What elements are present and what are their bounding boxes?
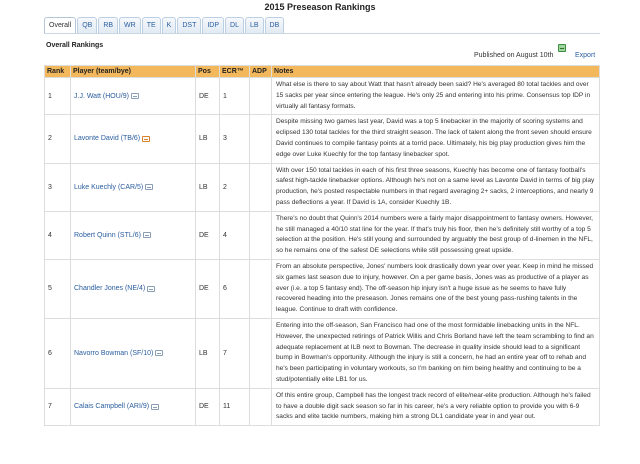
ecr-cell: 3 [220, 115, 250, 163]
adp-cell [250, 211, 272, 259]
rank-cell: 7 [45, 388, 71, 425]
table-row [45, 163, 600, 211]
tab-lb[interactable]: LB [245, 17, 264, 33]
position-tabs [44, 17, 284, 33]
notes-cell: With over 150 total tackles in each of his first three seasons, Kuechly has become one of fantasy football's safest high-tackle linebacker options. Although he's not on a same level as Lavonte David in terms of big play production, he's posted respectable numbers in that regard averaging 2+ sacks, 2 interceptions, and nearly 9 pass deflections a year. If David is 1A, consider Kuechly 1B. [272, 163, 600, 211]
header-adp[interactable]: ADP [250, 66, 272, 78]
rank-cell: 6 [45, 318, 71, 388]
tab-idp[interactable]: IDP [202, 17, 224, 33]
ecr-cell: 7 [220, 318, 250, 388]
rank-cell: 3 [45, 163, 71, 211]
player-cell [71, 163, 196, 211]
ecr-cell: 11 [220, 388, 250, 425]
player-cell [71, 115, 196, 163]
table-row [45, 211, 600, 259]
pos-cell: DE [196, 78, 220, 115]
tab-overall[interactable]: Overall [44, 17, 76, 33]
adp-cell [250, 388, 272, 425]
notes-cell: Despite missing two games last year, David was a top 5 linebacker in the majority of scoring systems and eclipsed 130 total tackles for the third straight season. The lack of talent along the front seven should ensure David continues to compile fantasy points at a torrid pace. Ultimately, his big play production gives him the edge over Luke Kuechly for the top fantasy linebacker spot. [272, 115, 600, 163]
table-row [45, 259, 600, 318]
player-cell [71, 388, 196, 425]
note-icon[interactable] [151, 404, 159, 410]
tab-qb[interactable]: QB [77, 17, 97, 33]
header-notes: Notes [272, 66, 600, 78]
header-ecr[interactable]: ECR™ [220, 66, 250, 78]
tab-wr[interactable]: WR [119, 17, 141, 33]
ecr-cell: 4 [220, 211, 250, 259]
adp-cell [250, 78, 272, 115]
spreadsheet-icon[interactable] [558, 44, 566, 52]
note-icon[interactable] [155, 350, 163, 356]
note-icon[interactable] [143, 232, 151, 238]
tabs-divider [44, 33, 600, 34]
pos-cell: LB [196, 318, 220, 388]
table-row [45, 78, 600, 115]
notes-cell: There's no doubt that Quinn's 2014 numbers were a fairly major disappointment to fantasy owners. However, he still managed a 40/10 stat line for the year. If that's truly his floor, then he's definitely still worthy of a top 5 selection at the position. He's still young and surrounded by arguably the best group of d-linemen in the NFL, so he remains one of the safest DE selections while still possessing great upside. [272, 211, 600, 259]
table-row [45, 115, 600, 163]
player-link[interactable]: Robert Quinn (STL/6) [74, 231, 141, 239]
rank-cell: 5 [45, 259, 71, 318]
pos-cell: DE [196, 388, 220, 425]
table-row [45, 388, 600, 425]
tab-dst[interactable]: DST [177, 17, 201, 33]
rank-cell: 1 [45, 78, 71, 115]
adp-cell [250, 163, 272, 211]
header-player[interactable]: Player (team/bye) [71, 66, 196, 78]
player-link[interactable]: J.J. Watt (HOU/9) [74, 92, 129, 100]
pos-cell: DE [196, 211, 220, 259]
notes-cell: What else is there to say about Watt that hasn't already been said? He's averaged 80 total tackles and over 15 sacks per year since entering the league. He's only 25 and entering into his prime. Consensus top IDP in virtually all fantasy formats. [272, 78, 600, 115]
ecr-cell: 6 [220, 259, 250, 318]
player-cell [71, 211, 196, 259]
note-icon[interactable] [131, 93, 139, 99]
page-title: 2015 Preseason Rankings [264, 2, 376, 12]
notes-cell: Entering into the off-season, San Francisco had one of the most formidable linebacking units in the NFL. However, the unexpected retirings of Patrick Willis and Chris Borland have left the team scrambling to find an adequate replacement at ILB next to Bowman. The decrease in quality inside should lead to a significant bump in Bowman's opportunity. Although the injury is still a concern, he had an entire year off to rehab and he's been participating in voluntary workouts, so I'm banking on him being healthy and continuing to be a stud/potentially elite LB1 for us. [272, 318, 600, 388]
player-link[interactable]: Navorro Bowman (SF/10) [74, 349, 154, 357]
ecr-cell: 1 [220, 78, 250, 115]
player-cell [71, 318, 196, 388]
player-cell [71, 78, 196, 115]
rankings-table [44, 65, 600, 426]
tab-te[interactable]: TE [142, 17, 161, 33]
published-date: Published on August 10th [474, 52, 554, 59]
player-link[interactable]: Luke Kuechly (CAR/5) [74, 183, 144, 191]
note-icon[interactable] [145, 184, 153, 190]
rank-cell: 4 [45, 211, 71, 259]
tab-db[interactable]: DB [265, 17, 285, 33]
adp-cell [250, 259, 272, 318]
player-link[interactable]: Chandler Jones (NE/4) [74, 285, 146, 293]
adp-cell [250, 318, 272, 388]
notes-cell: Of this entire group, Campbell has the longest track record of elite/near-elite production. Although he's failed to have a double digit sack season so far in his career, he's a very reliable option to provide you with 6-9 sacks and elite tackle numbers, making him a strong DL1 candidate year in and year out. [272, 388, 600, 425]
player-link[interactable]: Lavonte David (TB/6) [74, 135, 141, 143]
adp-cell [250, 115, 272, 163]
section-title: Overall Rankings [46, 42, 104, 49]
pos-cell: LB [196, 163, 220, 211]
table-header-row [45, 66, 600, 78]
notes-cell: From an absolute perspective, Jones' numbers look drastically down year over year. Keep in mind he missed six games last season due to injury, however. On a per game basis, Jones was as productive of a player as ever (i.e. a top 5 fantasy end). The off-season hip injury isn't a huge issue as he seems to have fully recovered heading into the preseason. Jones remains one of the best young pass-rushing talents in the league. Continue to draft with confidence. [272, 259, 600, 318]
pos-cell: DE [196, 259, 220, 318]
player-cell [71, 259, 196, 318]
note-icon[interactable] [147, 286, 155, 292]
rank-cell: 2 [45, 115, 71, 163]
tab-k[interactable]: K [162, 17, 177, 33]
table-row [45, 318, 600, 388]
news-icon[interactable] [142, 136, 150, 142]
pos-cell: LB [196, 115, 220, 163]
export-link[interactable]: Export [575, 52, 596, 59]
header-pos[interactable]: Pos [196, 66, 220, 78]
tab-rb[interactable]: RB [98, 17, 118, 33]
ecr-cell: 2 [220, 163, 250, 211]
tab-dl[interactable]: DL [225, 17, 244, 33]
player-link[interactable]: Calais Campbell (ARI/9) [74, 403, 150, 411]
header-rank[interactable]: Rank [45, 66, 71, 78]
